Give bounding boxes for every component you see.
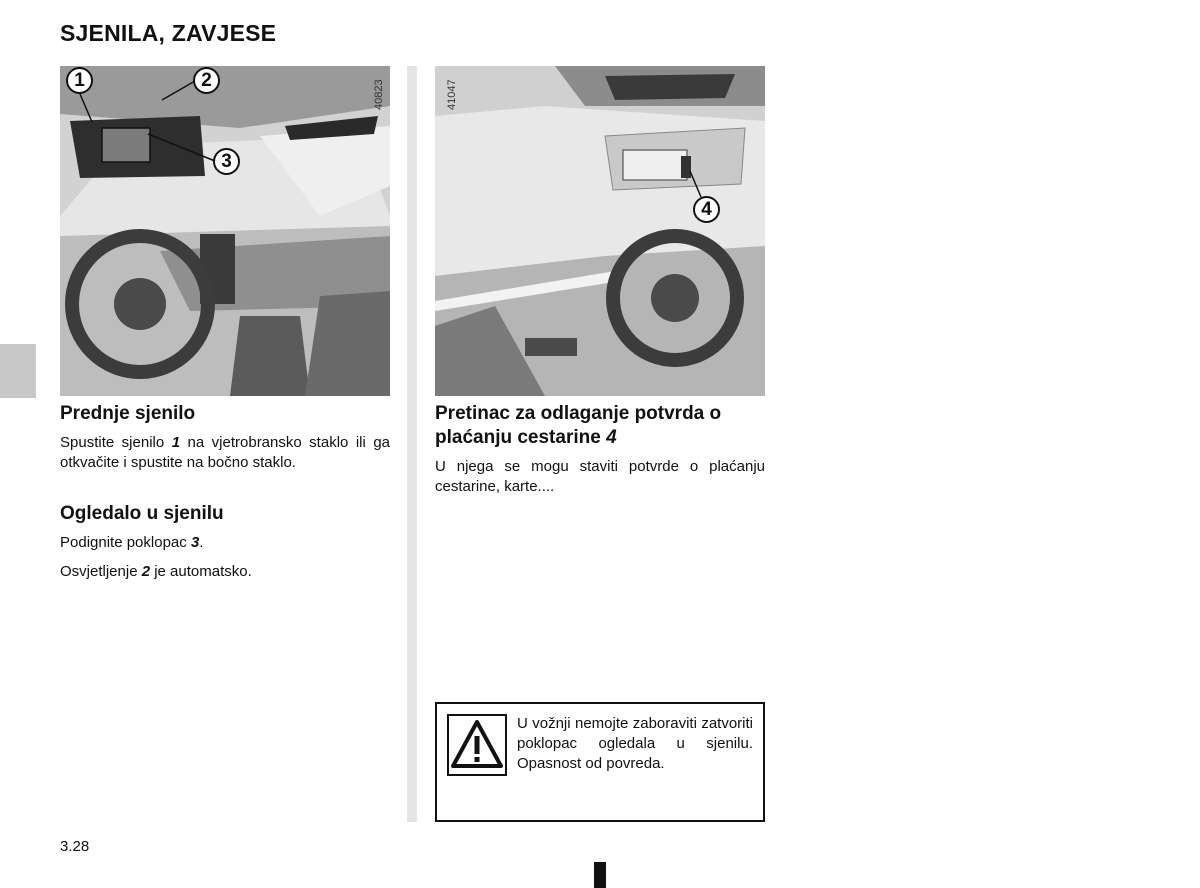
heading-front-visor: Prednje sjenilo bbox=[60, 403, 196, 424]
heading-toll-pocket bbox=[435, 402, 765, 450]
heading-visor-mirror: Ogledalo u sjenilu bbox=[60, 503, 224, 524]
mirror-p2-start: Osvjetljenje bbox=[60, 563, 142, 580]
mirror-paragraph-2 bbox=[60, 562, 390, 582]
warning-triangle-icon bbox=[449, 716, 505, 774]
front-visor-text-start: Spustite sjenilo bbox=[60, 434, 172, 451]
front-visor-text bbox=[60, 433, 390, 473]
callout-2: 2 bbox=[193, 67, 220, 94]
page-title: SJENILA, ZAVJESE bbox=[60, 20, 277, 46]
warning-box bbox=[435, 702, 765, 822]
mirror-p2-end: je automatsko. bbox=[150, 563, 252, 580]
callout-leader-line-4 bbox=[435, 66, 765, 266]
toll-pocket-heading-ref: 4 bbox=[606, 427, 617, 448]
mirror-p1-end: . bbox=[199, 534, 204, 551]
callout-4: 4 bbox=[693, 196, 720, 223]
mirror-p1-ref: 3 bbox=[190, 534, 200, 551]
page-number: 3.28 bbox=[60, 838, 90, 855]
toll-pocket-heading-text: Pretinac za odlaganje potvrda o plaćanju cestarine bbox=[435, 403, 722, 448]
figure-ref-code-right: 41047 bbox=[446, 79, 458, 110]
mirror-paragraph-1 bbox=[60, 533, 390, 553]
mirror-p1-start: Podignite poklopac bbox=[60, 534, 191, 551]
mirror-p2-ref: 2 bbox=[141, 563, 151, 580]
callout-1: 1 bbox=[66, 67, 93, 94]
toll-pocket-text: U njega se mogu staviti potvrde o plaćanju cestarine, karte.... bbox=[435, 458, 765, 495]
figure-ref-code: 40823 bbox=[373, 79, 385, 110]
warning-text: U vožnji nemojte zaboraviti zatvoriti poklopac ogledala u sjenilu. Opasnost od povreda. bbox=[517, 715, 753, 772]
front-visor-text-end: na vjetrobransko staklo ili ga otkvačite i spustite na bočno staklo. bbox=[60, 434, 391, 471]
callout-leader-lines bbox=[60, 66, 390, 226]
page-marker bbox=[594, 862, 606, 888]
chapter-side-tab bbox=[0, 344, 36, 398]
callout-3: 3 bbox=[213, 148, 240, 175]
column-divider bbox=[407, 66, 417, 822]
warning-icon-frame bbox=[447, 714, 507, 776]
front-visor-ref: 1 bbox=[171, 434, 181, 451]
